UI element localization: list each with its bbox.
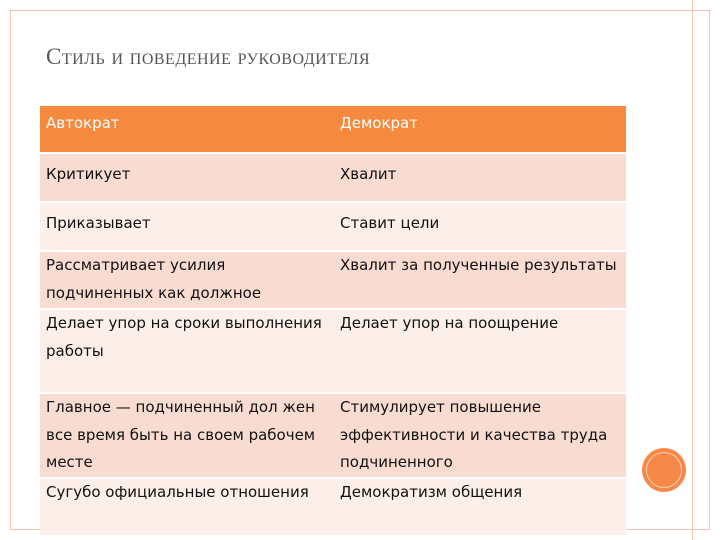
comparison-table bbox=[40, 106, 626, 535]
autocrat-cell: Приказывает bbox=[40, 202, 334, 251]
table-row bbox=[40, 202, 626, 251]
democrat-cell: Хвалит за полученные результаты bbox=[334, 251, 626, 309]
slide-title: Стиль и поведение руководителя bbox=[46, 44, 371, 69]
democrat-cell: Ставит цели bbox=[334, 202, 626, 251]
table-row bbox=[40, 251, 626, 309]
decorative-circle bbox=[642, 448, 686, 492]
autocrat-cell: Сугубо официальные отношения bbox=[40, 478, 334, 535]
democrat-cell: Делает упор на поощрение bbox=[334, 309, 626, 393]
header-autocrat: Автократ bbox=[40, 106, 334, 153]
table-row bbox=[40, 393, 626, 478]
democrat-cell: Демократизм общения bbox=[334, 478, 626, 535]
decorative-vertical-line bbox=[692, 0, 693, 540]
table-row bbox=[40, 309, 626, 393]
autocrat-cell: Критикует bbox=[40, 153, 334, 202]
table-row bbox=[40, 153, 626, 202]
table-header-row bbox=[40, 106, 626, 153]
democrat-cell: Хвалит bbox=[334, 153, 626, 202]
autocrat-cell: Делает упор на сроки выполнения работы bbox=[40, 309, 334, 393]
header-democrat: Демократ bbox=[334, 106, 626, 153]
table-row bbox=[40, 478, 626, 535]
autocrat-cell: Рассматривает усилия подчиненных как должное bbox=[40, 251, 334, 309]
democrat-cell: Стимулирует повышение эффективности и качества труда подчиненного bbox=[334, 393, 626, 478]
autocrat-cell: Главное — подчиненный дол жен все время быть на своем рабочем месте bbox=[40, 393, 334, 478]
